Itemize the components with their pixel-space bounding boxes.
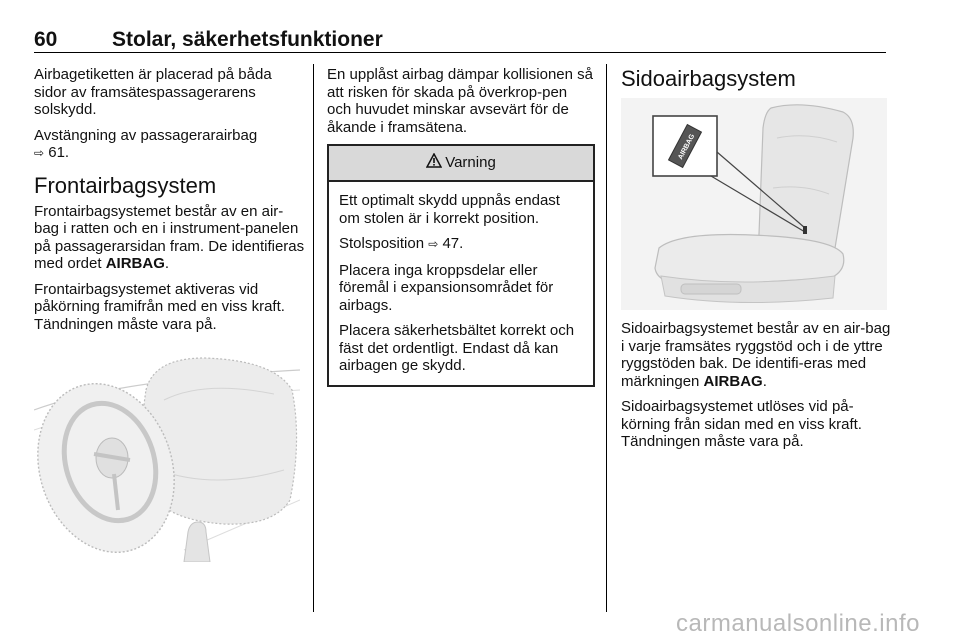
paragraph: Sidoairbagsystemet utlöses vid på-körning från sidan med en viss kraft. Tändningen måste vara på. <box>621 398 862 450</box>
warning-header <box>329 146 593 182</box>
column-3-body <box>621 320 891 459</box>
section-heading: Sidoairbagsystem <box>621 66 796 91</box>
header-divider <box>34 52 886 53</box>
warning-box <box>327 144 595 387</box>
airbag-tag-label: AIRBAG <box>677 133 697 161</box>
page-header <box>34 28 884 50</box>
column-divider-2 <box>606 64 607 612</box>
arrow-ref-icon[interactable]: ⇨ <box>34 146 45 160</box>
column-3 <box>621 66 889 92</box>
paragraph: Airbagetiketten är placerad på båda sidor av framsätespassagerarens solskydd. <box>34 66 272 118</box>
page-number: 60 <box>34 28 58 51</box>
warning-triangle-icon <box>426 153 442 173</box>
page-ref-link[interactable]: 47. <box>442 235 464 252</box>
column-divider-1 <box>313 64 314 612</box>
column-1 <box>34 66 306 341</box>
paragraph-ref: Stolsposition ⇨ 47. <box>339 235 464 252</box>
page-ref-link[interactable]: 61. <box>48 144 70 161</box>
paragraph-ref: Avstängning av passagerarairbag ⇨ 61. <box>34 126 258 161</box>
paragraph: Frontairbagsystemet består av en air-bag i ratten och en i instrument-panelen på passagerarsidan fram. De identifieras med ordet AIRBAG. <box>34 202 305 272</box>
paragraph: En upplåst airbag dämpar kollisionen så att risken för skada på överkrop-pen och huvudet minskar avsevärt för de åkande i framsätena. <box>327 66 593 136</box>
column-2 <box>327 66 595 387</box>
arrow-ref-icon[interactable]: ⇨ <box>428 237 439 251</box>
watermark-text: carmanualsonline.info <box>676 610 920 637</box>
page-title: Stolar, säkerhetsfunktioner <box>112 28 383 51</box>
front-airbag-illustration <box>34 350 300 562</box>
section-heading: Frontairbagsystem <box>34 172 217 198</box>
side-airbag-seat-illustration <box>621 98 887 310</box>
paragraph: Frontairbagsystemet aktiveras vid påkörning framifrån med en viss kraft. Tändningen måste vara på. <box>34 280 285 333</box>
paragraph: Sidoairbagsystemet består av en air-bag i varje framsätes ryggstöd och i de yttre ryggstöden bak. De identifi-eras med märkningen AIRBAG. <box>621 320 891 390</box>
paragraph: Ett optimalt skydd uppnås endast om stolen är i korrekt position. <box>339 192 560 227</box>
paragraph: Placera inga kroppsdelar eller föremål i expansionsområdet för airbags. <box>339 261 554 314</box>
warning-body <box>329 182 593 385</box>
paragraph: Placera säkerhetsbältet korrekt och fäst det ordentligt. Endast då kan airbagen ge skydd. <box>339 322 575 374</box>
warning-title: Varning <box>445 154 496 172</box>
